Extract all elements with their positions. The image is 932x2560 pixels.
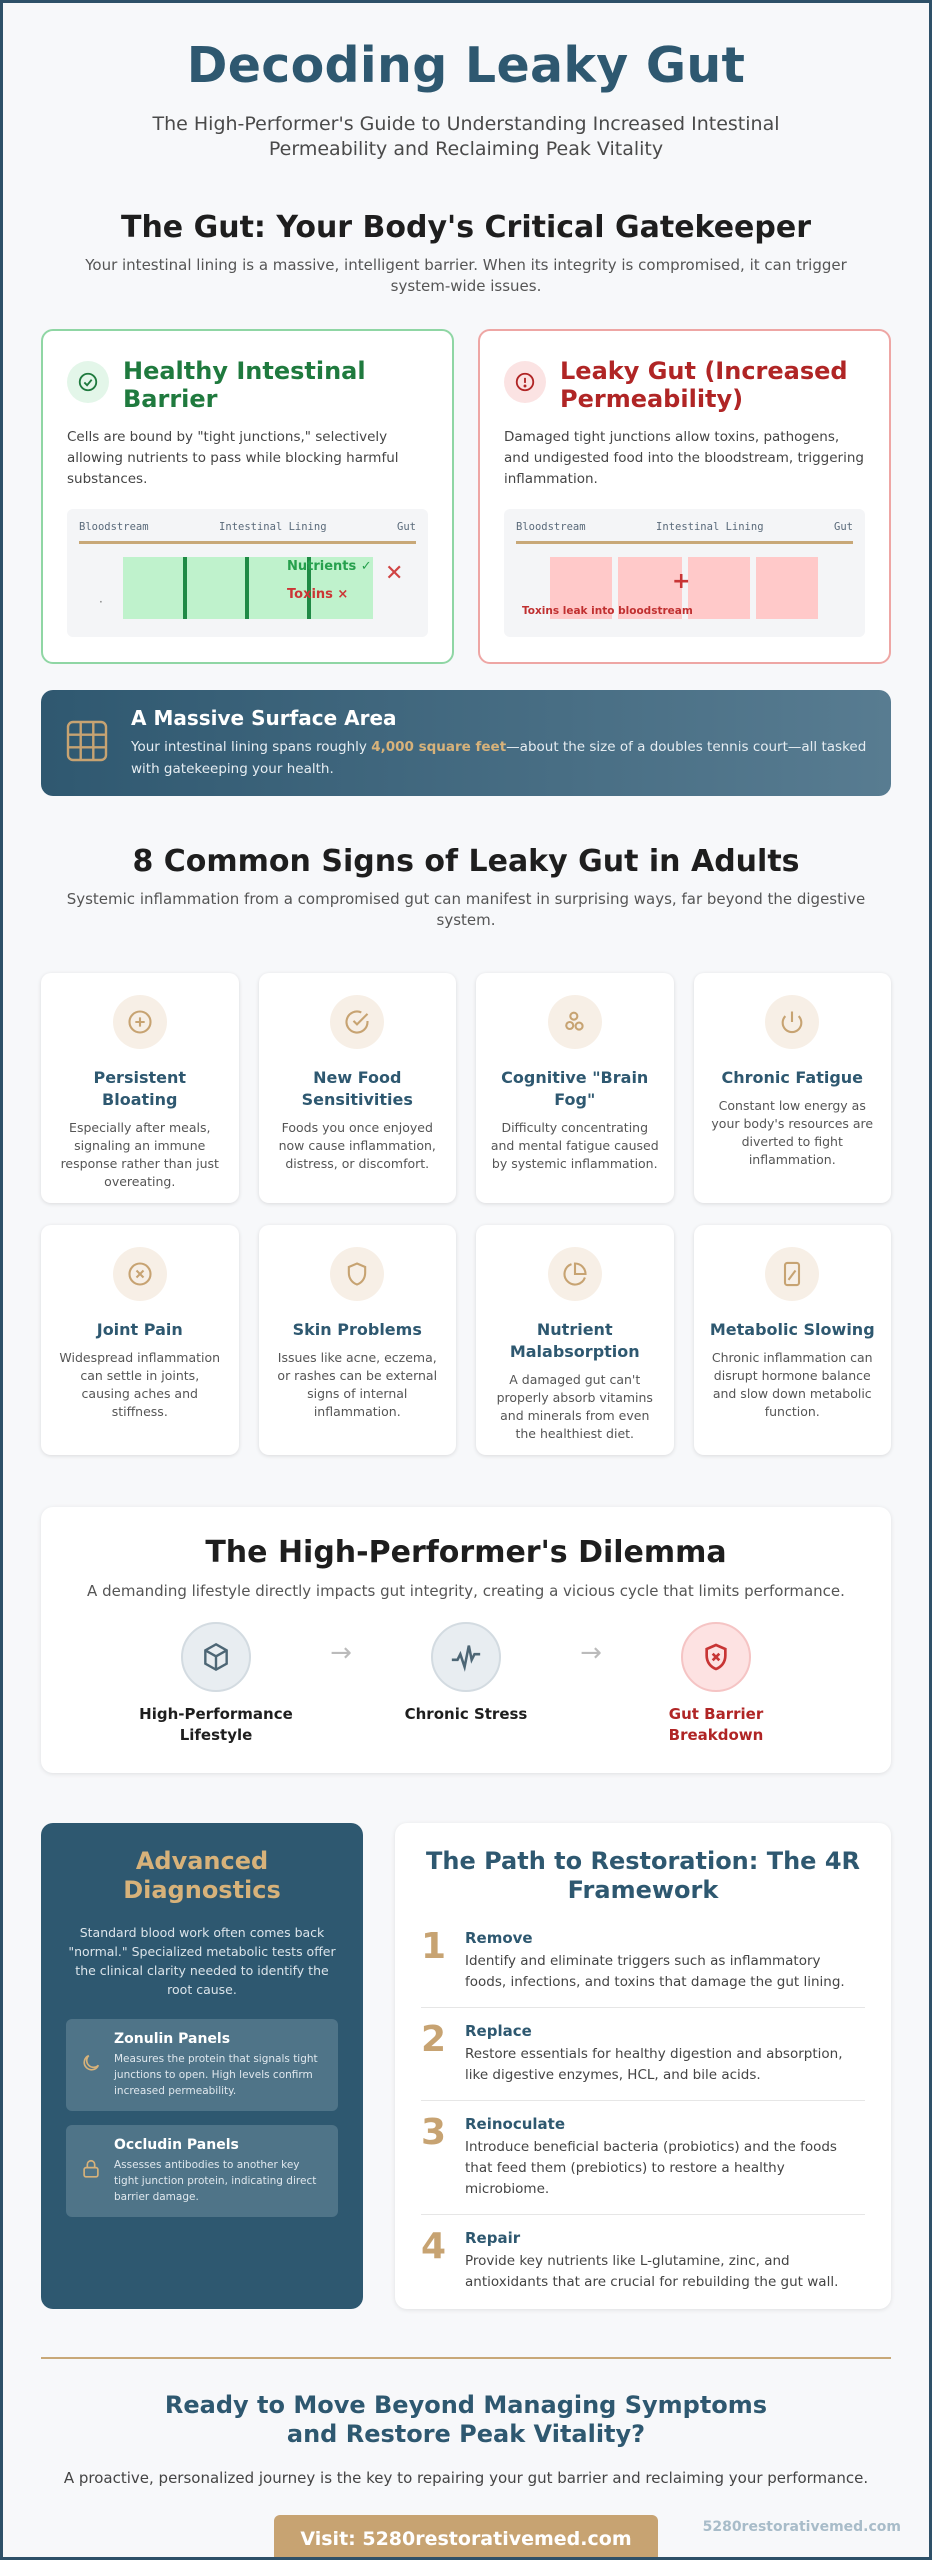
panel-title: Occludin Panels <box>114 2137 239 2153</box>
dilemma-card <box>41 1507 891 1773</box>
zonulin-panel <box>66 2019 338 2111</box>
occludin-panel <box>66 2125 338 2217</box>
restoration-title: The Path to Restoration: The 4R Framework <box>426 1847 860 1904</box>
check-circle-icon <box>330 995 384 1049</box>
sign-title: Nutrient Malabsorption <box>509 1320 640 1361</box>
sign-card <box>476 1225 674 1455</box>
surface-area-text: Your intestinal lining spans roughly 4,000 square feet—about the size of a doubles tennis court—all tasked with gatekeeping your health. <box>131 739 867 777</box>
step-number: 3 <box>421 2112 447 2153</box>
panel-text: Assesses antibodies to another key tight junction protein, indicating direct barrier damage. <box>114 2159 317 2203</box>
tight-junction <box>245 557 249 619</box>
sign-title: Skin Problems <box>292 1320 422 1339</box>
diagnostics-title: Advanced Diagnostics <box>123 1847 281 1904</box>
step-number: 4 <box>421 2226 447 2267</box>
healthy-barrier-diagram <box>67 509 428 637</box>
blocked-x-icon: ✕ <box>385 561 404 586</box>
page-subtitle: The High-Performer's Guide to Understanding Increased Intestinal Permeability and Reclaiming Peak Vitality <box>152 113 780 160</box>
phone-slash-icon <box>765 1247 819 1301</box>
leak-label: Toxins leak into bloodstream <box>522 605 693 617</box>
signs-grid <box>41 973 891 1455</box>
signs-title: 8 Common Signs of Leaky Gut in Adults <box>132 844 800 879</box>
arrow-right-icon: → <box>580 1638 602 1668</box>
sign-text: Issues like acne, eczema, or rashes can be external signs of internal inflammation. <box>277 1350 438 1419</box>
diagram-boundary-line <box>516 541 853 544</box>
diagram-boundary-line <box>79 541 416 544</box>
visit-website-button[interactable]: Visit: 5280restorativemed.com <box>274 2515 658 2560</box>
sign-text: Especially after meals, signaling an immune response rather than just overeating. <box>60 1120 219 1189</box>
panel-title: Zonulin Panels <box>114 2031 231 2047</box>
step-number: 2 <box>421 2019 447 2060</box>
sign-card <box>41 973 239 1203</box>
cta-subtitle: A proactive, personalized journey is the key to repairing your gut barrier and reclaiming your performance. <box>63 2469 869 2487</box>
diagnostics-card <box>41 1823 363 2309</box>
diagnostics-restoration-row <box>41 1823 891 2309</box>
alert-circle-icon <box>504 361 546 403</box>
check-circle-icon <box>67 361 109 403</box>
diagram-label-lining: Intestinal Lining <box>219 521 327 533</box>
power-icon <box>765 995 819 1049</box>
barrier-comparison <box>41 329 891 664</box>
step-text: Provide key nutrients like L-glutamine, zinc, and antioxidants that are crucial for rebuilding the gut wall. <box>465 2253 839 2290</box>
healthy-barrier-text: Cells are bound by "tight junctions," selectively allowing nutrients to pass while blocking harmful substances. <box>67 429 399 487</box>
flow-step-label: Chronic Stress <box>404 1705 528 1723</box>
sign-card <box>259 1225 457 1455</box>
page-title: Decoding Leaky Gut <box>186 37 746 94</box>
sign-text: Constant low energy as your body's resources are diverted to fight inflammation. <box>711 1098 874 1167</box>
step-title: Reinoculate <box>465 2115 566 2133</box>
dilemma-title: The High-Performer's Dilemma <box>205 1535 727 1570</box>
shield-icon <box>330 1247 384 1301</box>
shield-x-icon <box>681 1622 751 1692</box>
restoration-steps <box>421 1915 865 2307</box>
flow-step <box>121 1622 311 1746</box>
lock-icon <box>80 2158 102 2184</box>
sign-card <box>694 973 892 1203</box>
step-text: Identify and eliminate triggers such as inflammatory foods, infections, and toxins that damage the gut lining. <box>465 1953 845 1990</box>
sign-title: Chronic Fatigue <box>721 1068 864 1087</box>
flow-step <box>371 1622 561 1725</box>
flow-step <box>621 1622 811 1746</box>
cube-icon <box>181 1622 251 1692</box>
restoration-step <box>421 2101 865 2215</box>
step-text: Restore essentials for healthy digestion and absorption, like digestive enzymes, HCL, and bile acids. <box>465 2046 843 2083</box>
restoration-step <box>421 2008 865 2101</box>
damaged-cell <box>756 557 818 619</box>
healthy-barrier-title: Healthy Intestinal Barrier <box>123 357 366 413</box>
surface-area-highlight: 4,000 square feet <box>371 739 507 755</box>
sign-title: New Food Sensitivities <box>301 1068 413 1109</box>
sign-card <box>694 1225 892 1455</box>
surface-area-banner <box>41 690 891 796</box>
diagnostics-text: Standard blood work often comes back "normal." Specialized metabolic tests offer the clinical clarity needed to identify the root cause. <box>68 1925 336 1997</box>
step-text: Introduce beneficial bacteria (probiotics) and the foods that feed them (prebiotics) to restore a healthy microbiome. <box>465 2139 837 2197</box>
sign-title: Persistent Bloating <box>93 1068 187 1109</box>
website-watermark: 5280restorativemed.com <box>702 2519 901 2535</box>
moon-icon <box>80 2052 102 2078</box>
diagram-label-lining: Intestinal Lining <box>656 521 764 533</box>
signs-subtitle: Systemic inflammation from a compromised gut can manifest in surprising ways, far beyond the digestive system. <box>66 890 866 929</box>
leak-point-marker: + <box>672 569 691 594</box>
sign-title: Metabolic Slowing <box>709 1320 875 1339</box>
x-circle-icon <box>113 1247 167 1301</box>
leaky-gut-title: Leaky Gut (Increased Permeability) <box>560 357 848 413</box>
diagram-dot: · <box>99 595 103 609</box>
toxins-label: Toxins × <box>287 587 349 602</box>
step-title: Replace <box>465 2022 532 2040</box>
arrow-right-icon: → <box>330 1638 352 1668</box>
dilemma-flow <box>41 1622 891 1746</box>
step-title: Repair <box>465 2229 521 2247</box>
diagram-label-bloodstream: Bloodstream <box>79 521 149 533</box>
diagram-label-gut: Gut <box>397 521 416 533</box>
leaky-gut-diagram <box>504 509 865 637</box>
tight-junction <box>183 557 187 619</box>
leaky-gut-text: Damaged tight junctions allow toxins, pathogens, and undigested food into the bloodstream, triggering inflammation. <box>504 429 864 487</box>
sign-card <box>41 1225 239 1455</box>
sign-text: Difficulty concentrating and mental fatigue caused by systemic inflammation. <box>490 1120 659 1171</box>
diagram-label-bloodstream: Bloodstream <box>516 521 586 533</box>
gatekeeper-subtitle: Your intestinal lining is a massive, intelligent barrier. When its integrity is compromised, it can trigger system-wide issues. <box>85 256 847 295</box>
sign-card <box>259 973 457 1203</box>
cta-title: Ready to Move Beyond Managing Symptoms and Restore Peak Vitality? <box>164 2391 768 2448</box>
stress-graph-icon <box>431 1622 501 1692</box>
sign-title: Joint Pain <box>96 1320 183 1339</box>
diagram-label-gut: Gut <box>834 521 853 533</box>
restoration-step <box>421 2215 865 2307</box>
step-number: 1 <box>421 1926 447 1967</box>
brain-fog-icon <box>548 995 602 1049</box>
pie-chart-icon <box>548 1247 602 1301</box>
healthy-barrier-card <box>41 329 454 664</box>
sign-title: Cognitive "Brain Fog" <box>501 1068 649 1109</box>
sign-text: Widespread inflammation can settle in joints, causing aches and stiffness. <box>59 1350 221 1419</box>
restoration-card <box>395 1823 891 2309</box>
sign-text: Chronic inflammation can disrupt hormone balance and slow down metabolic function. <box>711 1350 873 1419</box>
sign-text: Foods you once enjoyed now cause inflammation, distress, or discomfort. <box>278 1120 436 1171</box>
flow-step-label: High-Performance Lifestyle <box>139 1705 293 1744</box>
step-title: Remove <box>465 1929 533 1947</box>
section-divider <box>41 2357 891 2359</box>
sign-text: A damaged gut can't properly absorb vitamins and minerals from even the healthiest diet. <box>496 1372 653 1441</box>
damaged-cell <box>688 557 750 619</box>
leaky-gut-card <box>478 329 891 664</box>
grid-icon <box>65 719 109 767</box>
sign-card <box>476 973 674 1203</box>
flow-step-label: Gut Barrier Breakdown <box>668 1705 764 1744</box>
restoration-step <box>421 1915 865 2008</box>
plus-circle-icon <box>113 995 167 1049</box>
surface-area-title: A Massive Surface Area <box>131 706 397 730</box>
gatekeeper-title: The Gut: Your Body's Critical Gatekeeper <box>120 210 812 245</box>
nutrients-label: Nutrients ✓ <box>287 559 372 574</box>
dilemma-subtitle: A demanding lifestyle directly impacts gut integrity, creating a vicious cycle that limits performance. <box>87 1582 845 1600</box>
panel-text: Measures the protein that signals tight junctions to open. High levels confirm increased permeability. <box>114 2053 318 2097</box>
